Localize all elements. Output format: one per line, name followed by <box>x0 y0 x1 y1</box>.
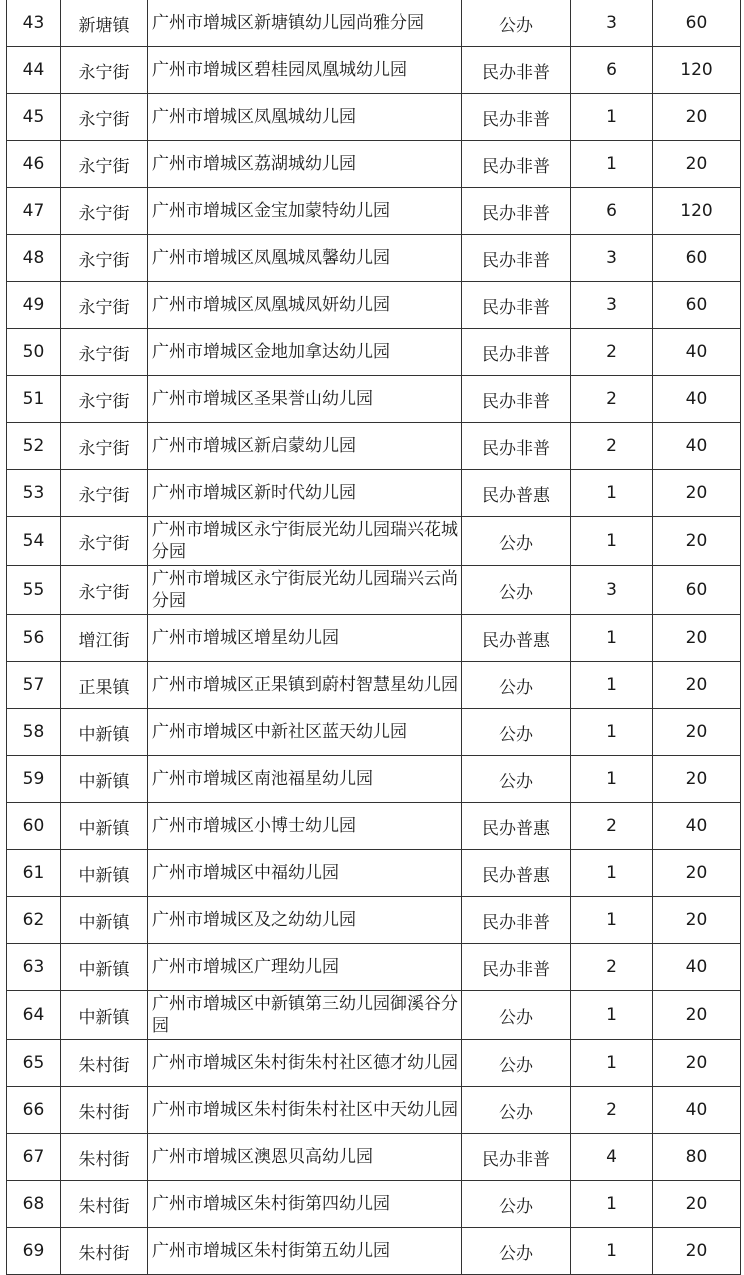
town-cell: 永宁街 <box>61 141 148 188</box>
kindergarten-name: 广州市增城区澳恩贝高幼儿园 <box>148 1134 462 1181</box>
school-type: 民办非普 <box>462 94 571 141</box>
school-type: 公办 <box>462 756 571 803</box>
row-number: 43 <box>7 0 61 47</box>
school-type: 民办非普 <box>462 329 571 376</box>
kindergarten-name: 广州市增城区永宁街辰光幼儿园瑞兴花城分园 <box>148 517 462 566</box>
kindergarten-name: 广州市增城区朱村街第四幼儿园 <box>148 1181 462 1228</box>
table-row <box>7 282 741 329</box>
seat-count: 20 <box>653 850 741 897</box>
kindergarten-name: 广州市增城区凤凰城凤馨幼儿园 <box>148 235 462 282</box>
row-number: 66 <box>7 1087 61 1134</box>
row-number: 51 <box>7 376 61 423</box>
kindergarten-name: 广州市增城区新塘镇幼儿园尚雅分园 <box>148 0 462 47</box>
kindergarten-name: 广州市增城区朱村街朱村社区德才幼儿园 <box>148 1040 462 1087</box>
kindergarten-table <box>6 0 741 1275</box>
class-count: 3 <box>571 566 653 615</box>
town-cell: 永宁街 <box>61 282 148 329</box>
seat-count: 60 <box>653 282 741 329</box>
school-type: 民办非普 <box>462 1134 571 1181</box>
table-row <box>7 709 741 756</box>
seat-count: 40 <box>653 803 741 850</box>
table-row <box>7 188 741 235</box>
school-type: 民办非普 <box>462 47 571 94</box>
school-type: 民办非普 <box>462 141 571 188</box>
table-row <box>7 944 741 991</box>
town-cell: 永宁街 <box>61 566 148 615</box>
row-number: 46 <box>7 141 61 188</box>
table-row <box>7 662 741 709</box>
school-type: 民办非普 <box>462 235 571 282</box>
town-cell: 中新镇 <box>61 850 148 897</box>
school-type: 民办普惠 <box>462 850 571 897</box>
town-cell: 新塘镇 <box>61 0 148 47</box>
kindergarten-name: 广州市增城区中福幼儿园 <box>148 850 462 897</box>
table-row <box>7 1181 741 1228</box>
school-type: 民办非普 <box>462 897 571 944</box>
seat-count: 20 <box>653 662 741 709</box>
table-row <box>7 850 741 897</box>
row-number: 47 <box>7 188 61 235</box>
seat-count: 40 <box>653 376 741 423</box>
class-count: 2 <box>571 944 653 991</box>
school-type: 公办 <box>462 662 571 709</box>
town-cell: 永宁街 <box>61 47 148 94</box>
row-number: 52 <box>7 423 61 470</box>
class-count: 2 <box>571 376 653 423</box>
row-number: 60 <box>7 803 61 850</box>
row-number: 54 <box>7 517 61 566</box>
class-count: 1 <box>571 470 653 517</box>
table-row <box>7 1134 741 1181</box>
town-cell: 永宁街 <box>61 94 148 141</box>
seat-count: 20 <box>653 1040 741 1087</box>
kindergarten-name: 广州市增城区朱村街朱村社区中天幼儿园 <box>148 1087 462 1134</box>
school-type: 公办 <box>462 1181 571 1228</box>
seat-count: 120 <box>653 188 741 235</box>
table-row <box>7 470 741 517</box>
school-type: 民办非普 <box>462 423 571 470</box>
row-number: 45 <box>7 94 61 141</box>
kindergarten-name: 广州市增城区南池福星幼儿园 <box>148 756 462 803</box>
school-type: 公办 <box>462 1228 571 1275</box>
town-cell: 朱村街 <box>61 1134 148 1181</box>
kindergarten-name: 广州市增城区朱村街第五幼儿园 <box>148 1228 462 1275</box>
seat-count: 20 <box>653 470 741 517</box>
class-count: 1 <box>571 662 653 709</box>
class-count: 1 <box>571 1228 653 1275</box>
row-number: 63 <box>7 944 61 991</box>
kindergarten-name: 广州市增城区凤凰城凤妍幼儿园 <box>148 282 462 329</box>
seat-count: 20 <box>653 94 741 141</box>
school-type: 公办 <box>462 517 571 566</box>
town-cell: 永宁街 <box>61 329 148 376</box>
row-number: 69 <box>7 1228 61 1275</box>
seat-count: 20 <box>653 897 741 944</box>
town-cell: 中新镇 <box>61 709 148 756</box>
town-cell: 增江街 <box>61 615 148 662</box>
table-row <box>7 94 741 141</box>
class-count: 1 <box>571 141 653 188</box>
kindergarten-name: 广州市增城区正果镇到蔚村智慧星幼儿园 <box>148 662 462 709</box>
table-row <box>7 1087 741 1134</box>
class-count: 1 <box>571 850 653 897</box>
town-cell: 中新镇 <box>61 756 148 803</box>
class-count: 6 <box>571 47 653 94</box>
kindergarten-name: 广州市增城区广理幼儿园 <box>148 944 462 991</box>
table-row <box>7 141 741 188</box>
table-row <box>7 1040 741 1087</box>
seat-count: 80 <box>653 1134 741 1181</box>
table-row <box>7 423 741 470</box>
table-row <box>7 803 741 850</box>
class-count: 2 <box>571 803 653 850</box>
kindergarten-name: 广州市增城区新时代幼儿园 <box>148 470 462 517</box>
school-type: 公办 <box>462 1087 571 1134</box>
seat-count: 20 <box>653 1181 741 1228</box>
seat-count: 20 <box>653 709 741 756</box>
class-count: 1 <box>571 756 653 803</box>
school-type: 民办非普 <box>462 376 571 423</box>
class-count: 1 <box>571 1181 653 1228</box>
seat-count: 20 <box>653 1228 741 1275</box>
town-cell: 永宁街 <box>61 235 148 282</box>
table-row <box>7 566 741 615</box>
row-number: 59 <box>7 756 61 803</box>
kindergarten-name: 广州市增城区及之幼幼儿园 <box>148 897 462 944</box>
school-type: 民办普惠 <box>462 803 571 850</box>
kindergarten-name: 广州市增城区新启蒙幼儿园 <box>148 423 462 470</box>
seat-count: 60 <box>653 566 741 615</box>
kindergarten-name: 广州市增城区中新社区蓝天幼儿园 <box>148 709 462 756</box>
class-count: 3 <box>571 0 653 47</box>
seat-count: 20 <box>653 991 741 1040</box>
kindergarten-name: 广州市增城区永宁街辰光幼儿园瑞兴云尚分园 <box>148 566 462 615</box>
kindergarten-name: 广州市增城区荔湖城幼儿园 <box>148 141 462 188</box>
class-count: 1 <box>571 1040 653 1087</box>
class-count: 1 <box>571 615 653 662</box>
kindergarten-name: 广州市增城区圣果誉山幼儿园 <box>148 376 462 423</box>
class-count: 3 <box>571 235 653 282</box>
town-cell: 中新镇 <box>61 897 148 944</box>
kindergarten-name: 广州市增城区金地加拿达幼儿园 <box>148 329 462 376</box>
class-count: 2 <box>571 329 653 376</box>
table-row <box>7 897 741 944</box>
town-cell: 永宁街 <box>61 376 148 423</box>
seat-count: 40 <box>653 944 741 991</box>
row-number: 53 <box>7 470 61 517</box>
class-count: 1 <box>571 709 653 756</box>
school-type: 民办普惠 <box>462 615 571 662</box>
table-row <box>7 615 741 662</box>
row-number: 48 <box>7 235 61 282</box>
seat-count: 40 <box>653 423 741 470</box>
kindergarten-name: 广州市增城区碧桂园凤凰城幼儿园 <box>148 47 462 94</box>
school-type: 民办非普 <box>462 944 571 991</box>
row-number: 49 <box>7 282 61 329</box>
school-type: 公办 <box>462 1040 571 1087</box>
seat-count: 60 <box>653 0 741 47</box>
kindergarten-name: 广州市增城区小博士幼儿园 <box>148 803 462 850</box>
town-cell: 永宁街 <box>61 423 148 470</box>
kindergarten-name: 广州市增城区凤凰城幼儿园 <box>148 94 462 141</box>
table-row <box>7 329 741 376</box>
row-number: 50 <box>7 329 61 376</box>
school-type: 公办 <box>462 991 571 1040</box>
school-type: 民办非普 <box>462 282 571 329</box>
town-cell: 朱村街 <box>61 1087 148 1134</box>
town-cell: 永宁街 <box>61 188 148 235</box>
town-cell: 中新镇 <box>61 803 148 850</box>
class-count: 3 <box>571 282 653 329</box>
class-count: 1 <box>571 517 653 566</box>
town-cell: 中新镇 <box>61 944 148 991</box>
table-row <box>7 235 741 282</box>
town-cell: 朱村街 <box>61 1228 148 1275</box>
class-count: 6 <box>571 188 653 235</box>
seat-count: 120 <box>653 47 741 94</box>
row-number: 64 <box>7 991 61 1040</box>
school-type: 民办非普 <box>462 188 571 235</box>
row-number: 56 <box>7 615 61 662</box>
kindergarten-name: 广州市增城区增星幼儿园 <box>148 615 462 662</box>
table-row <box>7 991 741 1040</box>
row-number: 65 <box>7 1040 61 1087</box>
table-row <box>7 517 741 566</box>
row-number: 58 <box>7 709 61 756</box>
seat-count: 40 <box>653 329 741 376</box>
school-type: 公办 <box>462 0 571 47</box>
town-cell: 中新镇 <box>61 991 148 1040</box>
table-row <box>7 1228 741 1275</box>
town-cell: 朱村街 <box>61 1181 148 1228</box>
kindergarten-name: 广州市增城区金宝加蒙特幼儿园 <box>148 188 462 235</box>
school-type: 公办 <box>462 709 571 756</box>
town-cell: 永宁街 <box>61 517 148 566</box>
row-number: 68 <box>7 1181 61 1228</box>
kindergarten-name: 广州市增城区中新镇第三幼儿园御溪谷分园 <box>148 991 462 1040</box>
school-type: 公办 <box>462 566 571 615</box>
class-count: 2 <box>571 1087 653 1134</box>
row-number: 62 <box>7 897 61 944</box>
class-count: 4 <box>571 1134 653 1181</box>
table-row <box>7 47 741 94</box>
table-row <box>7 376 741 423</box>
class-count: 1 <box>571 897 653 944</box>
seat-count: 20 <box>653 756 741 803</box>
row-number: 61 <box>7 850 61 897</box>
school-type: 民办普惠 <box>462 470 571 517</box>
seat-count: 20 <box>653 517 741 566</box>
class-count: 1 <box>571 94 653 141</box>
table-row <box>7 756 741 803</box>
town-cell: 正果镇 <box>61 662 148 709</box>
row-number: 67 <box>7 1134 61 1181</box>
town-cell: 朱村街 <box>61 1040 148 1087</box>
seat-count: 40 <box>653 1087 741 1134</box>
row-number: 44 <box>7 47 61 94</box>
table-body <box>7 0 741 1275</box>
table-row <box>7 0 741 47</box>
row-number: 55 <box>7 566 61 615</box>
seat-count: 20 <box>653 615 741 662</box>
row-number: 57 <box>7 662 61 709</box>
class-count: 1 <box>571 991 653 1040</box>
class-count: 2 <box>571 423 653 470</box>
seat-count: 20 <box>653 141 741 188</box>
town-cell: 永宁街 <box>61 470 148 517</box>
seat-count: 60 <box>653 235 741 282</box>
